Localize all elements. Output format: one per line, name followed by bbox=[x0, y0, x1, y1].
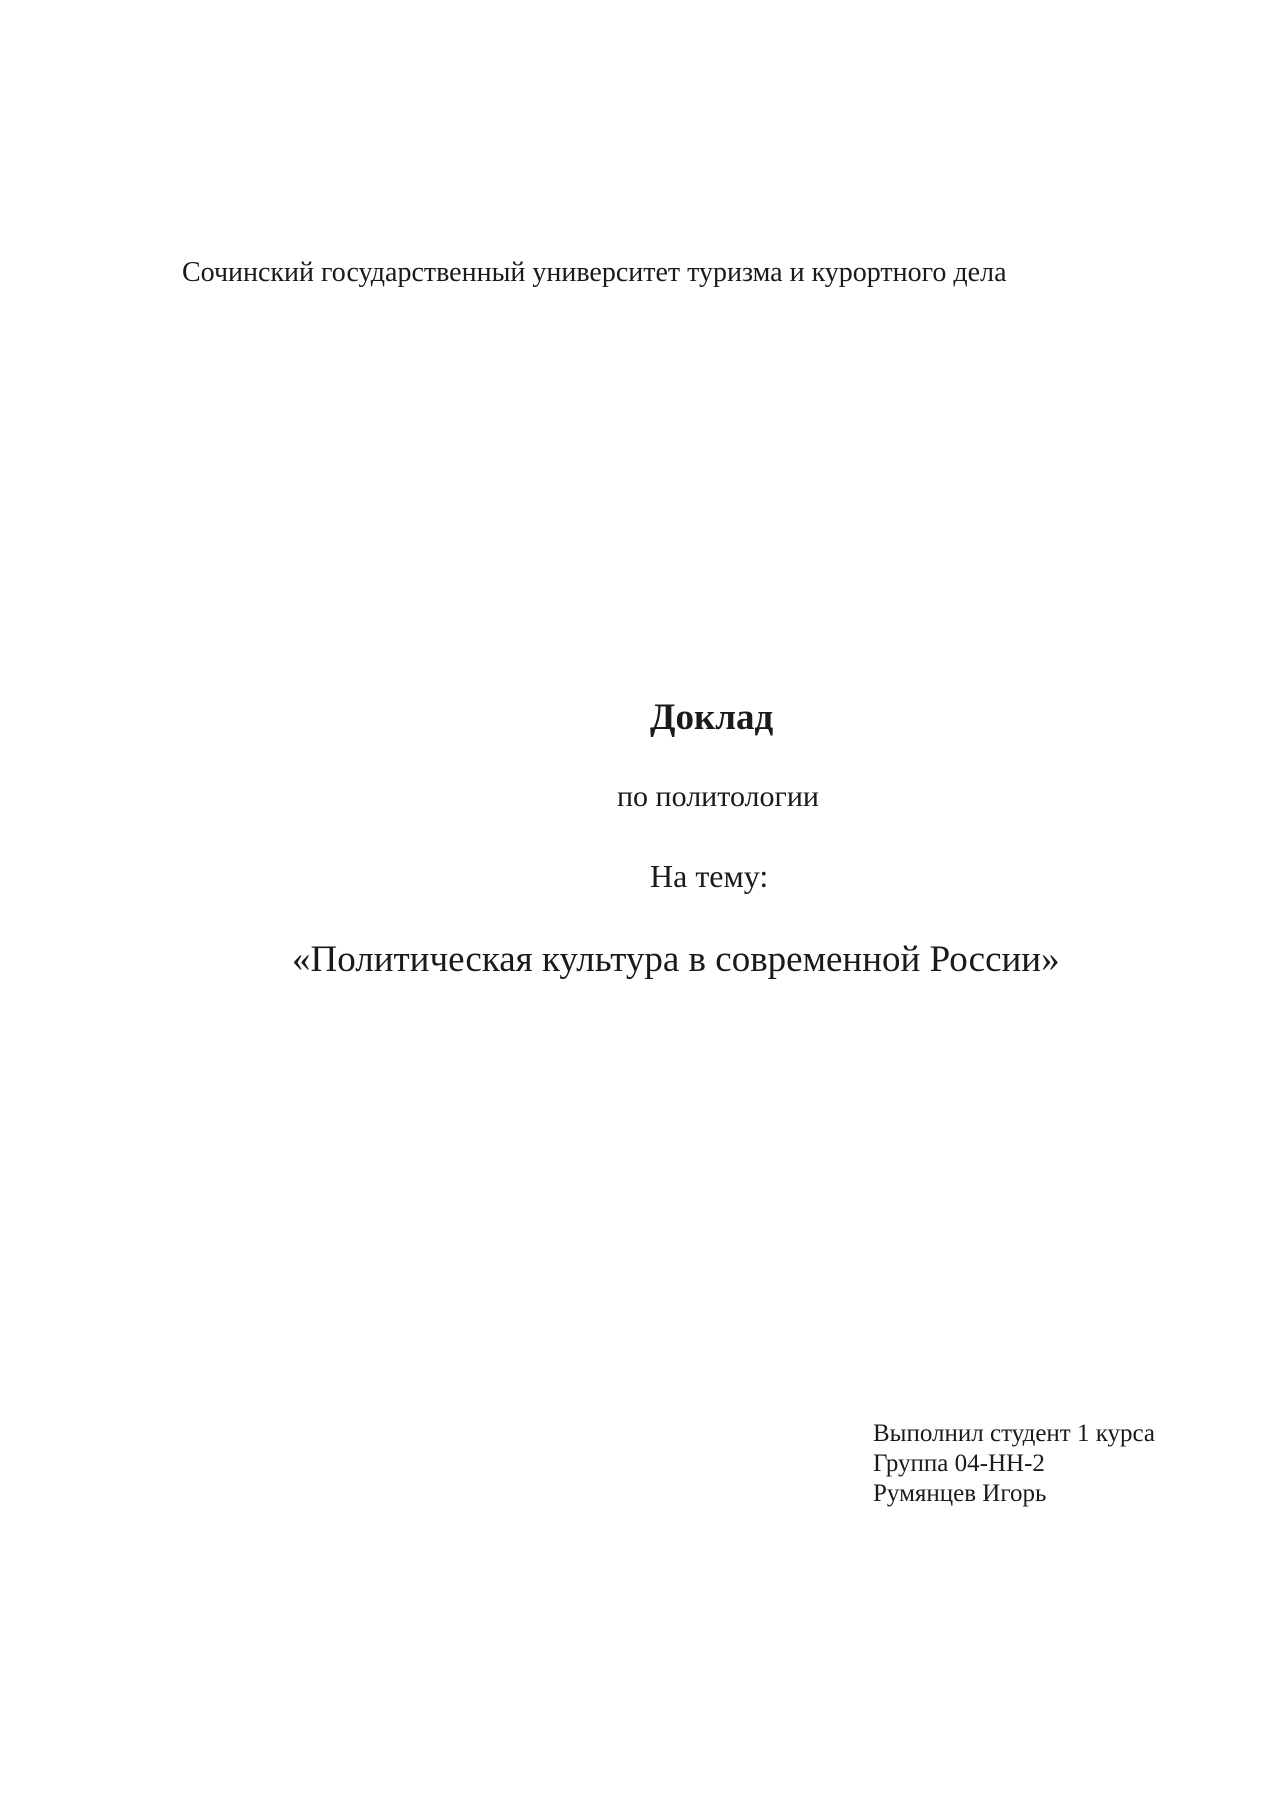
author-name: Румянцев Игорь bbox=[873, 1480, 1047, 1507]
theme-label: На тему: bbox=[650, 858, 769, 894]
university-name: Сочинский государственный университет туризма и курортного дела bbox=[182, 257, 1007, 288]
document-type-heading: Доклад bbox=[650, 697, 774, 738]
author-block bbox=[873, 1419, 1155, 1509]
author-group: Группа 04-НН-2 bbox=[873, 1450, 1045, 1477]
subject-line: по политологии bbox=[617, 780, 819, 813]
author-status: Выполнил студент 1 курса bbox=[873, 1420, 1156, 1447]
theme-title: «Политическая культура в современной России» bbox=[292, 939, 1060, 980]
